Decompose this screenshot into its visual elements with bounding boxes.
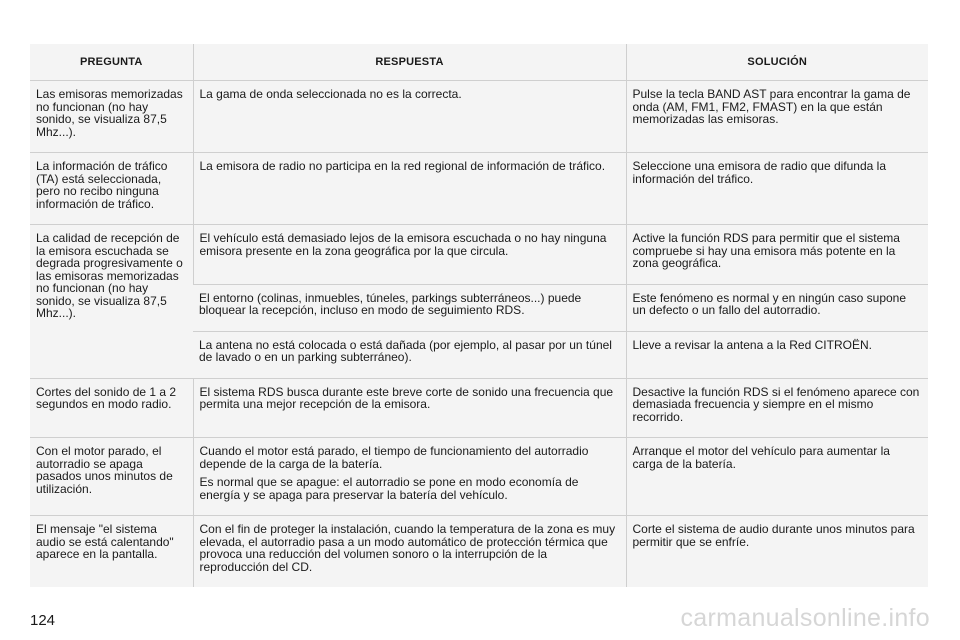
question-cell: Las emisoras memorizadas no funcionan (no hay sonido, se visualiza 87,5 Mhz...).	[30, 81, 193, 153]
question-cell: La calidad de recepción de la emisora escuchada se degrada progresivamente o las emisoras memorizadas no funcionan (no hay sonido, se visualiza 87,5 Mhz...).	[30, 225, 193, 379]
response-cell	[193, 438, 626, 516]
solution-cell: Corte el sistema de audio durante unos minutos para permitir que se enfríe.	[626, 516, 928, 588]
table-row	[30, 438, 928, 516]
solution-cell: Este fenómeno es normal y en ningún caso supone un defecto o un fallo del autorradio.	[626, 284, 928, 331]
response-text: Con el fin de proteger la instalación, cuando la temperatura de la zona es muy elevada, el autorradio pasa a un modo automático de protección térmica que provoca una reducción del volumen sonoro o la interrupción de la reproducción del CD.	[199, 522, 616, 574]
question-cell: Con el motor parado, el autorradio se apaga pasados unos minutos de utilización.	[30, 438, 193, 516]
question-cell: El mensaje "el sistema audio se está calentando" aparece en la pantalla.	[30, 516, 193, 588]
solution-cell: Desactive la función RDS si el fenómeno aparece con demasiada frecuencia y siempre en el mismo recorrido.	[626, 378, 928, 438]
response-text: Es normal que se apague: el autorradio se pone en modo economía de energía y se apaga para preservar la batería del vehículo.	[199, 475, 579, 502]
response-cell	[193, 378, 626, 438]
table-row	[30, 225, 928, 285]
table-row	[30, 153, 928, 225]
response-text: La gama de onda seleccionada no es la correcta.	[199, 87, 462, 101]
response-text: El sistema RDS busca durante este breve corte de sonido una frecuencia que permita una mejor recepción de la emisora.	[199, 384, 614, 411]
table-row	[30, 516, 928, 588]
response-text: La antena no está colocada o está dañada (por ejemplo, al pasar por un túnel de lavado o en un parking subterráneo).	[199, 337, 612, 364]
question-cell: Cortes del sonido de 1 a 2 segundos en modo radio.	[30, 378, 193, 438]
troubleshooting-table	[30, 44, 928, 587]
header-solucion: SOLUCIÓN	[626, 44, 928, 81]
solution-cell: Seleccione una emisora de radio que difunda la información del tráfico.	[626, 153, 928, 225]
response-cell	[193, 516, 626, 588]
response-text: El entorno (colinas, inmuebles, túneles, parkings subterráneos...) puede bloquear la recepción, incluso en modo de seguimiento RDS.	[199, 290, 582, 317]
question-cell: La información de tráfico (TA) está seleccionada, pero no recibo ninguna información de tráfico.	[30, 153, 193, 225]
header-respuesta: RESPUESTA	[193, 44, 626, 81]
response-cell	[193, 284, 626, 331]
header-pregunta: PREGUNTA	[30, 44, 193, 81]
response-cell	[193, 225, 626, 285]
solution-cell: Lleve a revisar la antena a la Red CITROËN.	[626, 331, 928, 378]
solution-cell: Active la función RDS para permitir que el sistema compruebe si hay una emisora más potente en la zona geográfica.	[626, 225, 928, 285]
watermark: carmanualsonline.info	[680, 604, 930, 632]
solution-cell: Pulse la tecla BAND AST para encontrar la gama de onda (AM, FM1, FM2, FMAST) en la que están memorizadas las emisoras.	[626, 81, 928, 153]
response-cell	[193, 153, 626, 225]
response-cell	[193, 331, 626, 378]
response-cell	[193, 81, 626, 153]
solution-cell: Arranque el motor del vehículo para aumentar la carga de la batería.	[626, 438, 928, 516]
page-number: 124	[30, 612, 56, 629]
response-text: Cuando el motor está parado, el tiempo de funcionamiento del autorradio depende de la carga de la batería.	[199, 444, 589, 471]
table-row	[30, 378, 928, 438]
response-text: El vehículo está demasiado lejos de la emisora escuchada o no hay ninguna emisora presente en la zona geográfica por la que circula.	[199, 231, 607, 258]
table-header-row	[30, 44, 928, 81]
table-row	[30, 81, 928, 153]
response-text: La emisora de radio no participa en la red regional de información de tráfico.	[199, 159, 606, 173]
